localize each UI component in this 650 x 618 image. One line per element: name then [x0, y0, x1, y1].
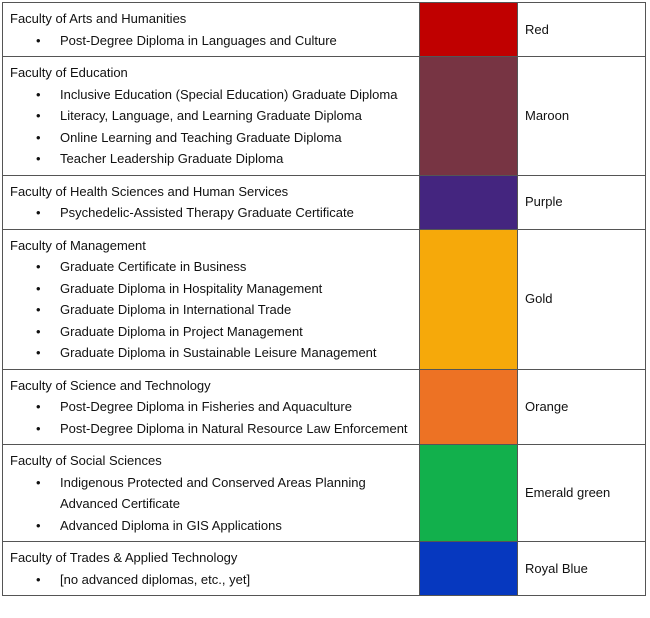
color-name: Emerald green	[518, 445, 646, 542]
program-list	[10, 30, 413, 52]
faculty-cell	[3, 369, 420, 445]
program-item: • Post-Degree Diploma in Natural Resource Law Enforcement	[60, 418, 413, 440]
color-swatch-cell	[420, 445, 518, 542]
color-swatch-cell	[420, 57, 518, 176]
program-item: • Post-Degree Diploma in Fisheries and Aquaculture	[60, 396, 413, 418]
faculty-name: Faculty of Education	[10, 65, 128, 80]
faculty-name: Faculty of Trades & Applied Technology	[10, 550, 238, 565]
program-list	[10, 202, 413, 224]
faculty-cell	[3, 229, 420, 369]
faculty-color-table	[2, 2, 646, 596]
program-list	[10, 84, 413, 170]
program-item: • Graduate Diploma in International Trade	[60, 299, 413, 321]
program-list	[10, 256, 413, 364]
faculty-cell	[3, 445, 420, 542]
color-swatch-cell	[420, 542, 518, 596]
color-swatch-cell	[420, 175, 518, 229]
program-list	[10, 396, 413, 439]
faculty-cell	[3, 3, 420, 57]
program-item: • Literacy, Language, and Learning Graduate Diploma	[60, 105, 413, 127]
program-item: • Teacher Leadership Graduate Diploma	[60, 148, 413, 170]
faculty-name: Faculty of Arts and Humanities	[10, 11, 187, 26]
program-list	[10, 472, 413, 537]
table-row	[3, 445, 646, 542]
color-name: Purple	[518, 175, 646, 229]
faculty-name: Faculty of Management	[10, 237, 146, 253]
faculty-cell	[3, 57, 420, 176]
table-row	[3, 229, 646, 369]
table-row	[3, 57, 646, 176]
faculty-name: Faculty of Science and Technology	[10, 377, 211, 393]
table-row	[3, 542, 646, 596]
program-item: • Indigenous Protected and Conserved Areas Planning Advanced Certificate	[60, 472, 413, 515]
color-name: Gold	[518, 229, 646, 369]
faculty-name: Faculty of Health Sciences and Human Services	[10, 183, 289, 199]
color-swatch-cell	[420, 3, 518, 57]
faculty-name: Faculty of Social Sciences	[10, 453, 162, 468]
faculty-cell	[3, 175, 420, 229]
color-name: Red	[518, 3, 646, 57]
table-row	[3, 369, 646, 445]
table-row	[3, 175, 646, 229]
program-item: • Graduate Diploma in Sustainable Leisure Management	[60, 342, 413, 364]
program-item: • Inclusive Education (Special Education) Graduate Diploma	[60, 84, 413, 106]
color-swatch-cell	[420, 229, 518, 369]
program-item: • Post-Degree Diploma in Languages and Culture	[60, 30, 413, 52]
program-item: • Graduate Diploma in Hospitality Management	[60, 278, 413, 300]
program-item: • Online Learning and Teaching Graduate Diploma	[60, 127, 413, 149]
table-row	[3, 3, 646, 57]
color-name: Orange	[518, 369, 646, 445]
color-name: Maroon	[518, 57, 646, 176]
program-item: • Psychedelic-Assisted Therapy Graduate Certificate	[60, 202, 413, 224]
program-item: • [no advanced diplomas, etc., yet]	[60, 569, 413, 591]
color-name: Royal Blue	[518, 542, 646, 596]
table-body	[3, 3, 646, 596]
color-swatch-cell	[420, 369, 518, 445]
program-list	[10, 569, 413, 591]
program-item: • Graduate Diploma in Project Management	[60, 321, 413, 343]
faculty-cell	[3, 542, 420, 596]
program-item: • Graduate Certificate in Business	[60, 256, 413, 278]
program-item: • Advanced Diploma in GIS Applications	[60, 515, 413, 537]
